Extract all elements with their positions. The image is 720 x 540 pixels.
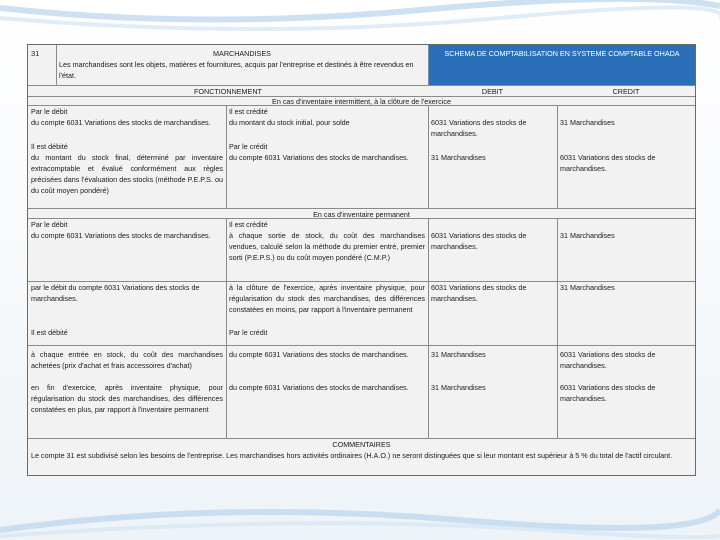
row4-left-label: Il est débité xyxy=(31,328,68,337)
row2-left-label: Il est débité xyxy=(31,142,68,151)
row4-debit: 6031 Variations des stocks de marchandises. xyxy=(431,283,527,303)
intro-text: Les marchandises sont les objets, matières et fournitures, acquis par l'entreprise et destinés à être revendus en l'état. xyxy=(59,60,414,80)
row3-mid-label: Il est crédité xyxy=(229,220,268,229)
row4-mid-label: Par le crédit xyxy=(229,328,268,337)
row2-mid-label: Par le crédit xyxy=(229,142,268,151)
row3-mid-text: à chaque sortie de stock, du coût des marchandises vendues, calculé selon la méthode du premier entré, premier sorti (P.E.P.S.) ou du coût moyen pondéré (C.M.P.) xyxy=(229,231,425,262)
page-title: MARCHANDISES xyxy=(213,49,271,58)
row3-debit: 6031 Variations des stocks de marchandises. xyxy=(431,231,527,251)
row3-left-label: Par le débit xyxy=(31,220,68,229)
row5-credit: 6031 Variations des stocks de marchandises. xyxy=(560,350,656,370)
row2-credit: 6031 Variations des stocks de marchandises. xyxy=(560,153,656,173)
row1-mid-text: du montant du stock initial, pour solde xyxy=(229,118,350,127)
commentaires-header: COMMENTAIRES xyxy=(332,440,391,449)
row1-credit: 31 Marchandises xyxy=(560,118,615,127)
slide-number: 31 xyxy=(31,49,40,58)
row1-mid-label: Il est crédité xyxy=(229,107,268,116)
row5-left-text: à chaque entrée en stock, du coût des marchandises achetées (prix d'achat et frais accessoires d'achat) xyxy=(31,350,223,370)
row6-left-text: en fin d'exercice, après inventaire physique, pour régularisation du stock des marchandises, des différences constatées en plus, par rapport à l'inventaire permanent xyxy=(31,383,223,414)
row5-mid-text: du compte 6031 Variations des stocks de marchandises. xyxy=(229,350,409,359)
credit-header: CREDIT xyxy=(612,87,640,96)
row6-mid-text: du compte 6031 Variations des stocks de marchandises. xyxy=(229,383,409,392)
row2-left-text: du montant du stock final, déterminé par inventaire extracomptable et évalué conformément aux règles précisées dans l'évaluation des stocks (méthode P.E.P.S. ou du coût moyen pondéré) xyxy=(31,153,223,195)
row3-left-text: du compte 6031 Variations des stocks de marchandises. xyxy=(31,231,211,240)
row1-left-text: du compte 6031 Variations des stocks de marchandises. xyxy=(31,118,211,127)
row4-credit: 31 Marchandises xyxy=(560,283,615,292)
row2-debit: 31 Marchandises xyxy=(431,153,486,162)
debit-header: DEBIT xyxy=(481,87,504,96)
section-inventaire-permanent: En cas d'inventaire permanent xyxy=(313,210,410,219)
row6-credit: 6031 Variations des stocks de marchandises. xyxy=(560,383,656,403)
section-inventaire-intermittent: En cas d'inventaire intermittent, à la clôture de l'exercice xyxy=(272,97,451,106)
schema-title: SCHEMA DE COMPTABILISATION EN SYSTEME COMPTABLE OHADA xyxy=(429,45,695,85)
accounting-sheet xyxy=(27,44,696,476)
row1-debit: 6031 Variations des stocks de marchandises. xyxy=(431,118,527,138)
commentaires-text: Le compte 31 est subdivisé selon les besoins de l'entreprise. Les marchandises hors activités ordinaires (H.A.O.) ne seront distinguées que si leur montant est supérieur à 5 % du total de l'actif circulant. xyxy=(31,451,673,460)
row4-left-text: par le débit du compte 6031 Variations des stocks de marchandises. xyxy=(31,283,200,303)
row4-mid-text: à la clôture de l'exercice, après inventaire physique, pour régularisation du stock des marchandises, des différences constatées en moins, par rapport à l'inventaire permanent xyxy=(229,283,425,314)
row1-left-label: Par le débit xyxy=(31,107,68,116)
row3-credit: 31 Marchandises xyxy=(560,231,615,240)
decorative-swoosh-bottom xyxy=(0,470,720,540)
fonctionnement-header: FONCTIONNEMENT xyxy=(194,87,262,96)
row5-debit: 31 Marchandises xyxy=(431,350,486,359)
row6-debit: 31 Marchandises xyxy=(431,383,486,392)
row2-mid-text: du compte 6031 Variations des stocks de marchandises. xyxy=(229,153,409,162)
